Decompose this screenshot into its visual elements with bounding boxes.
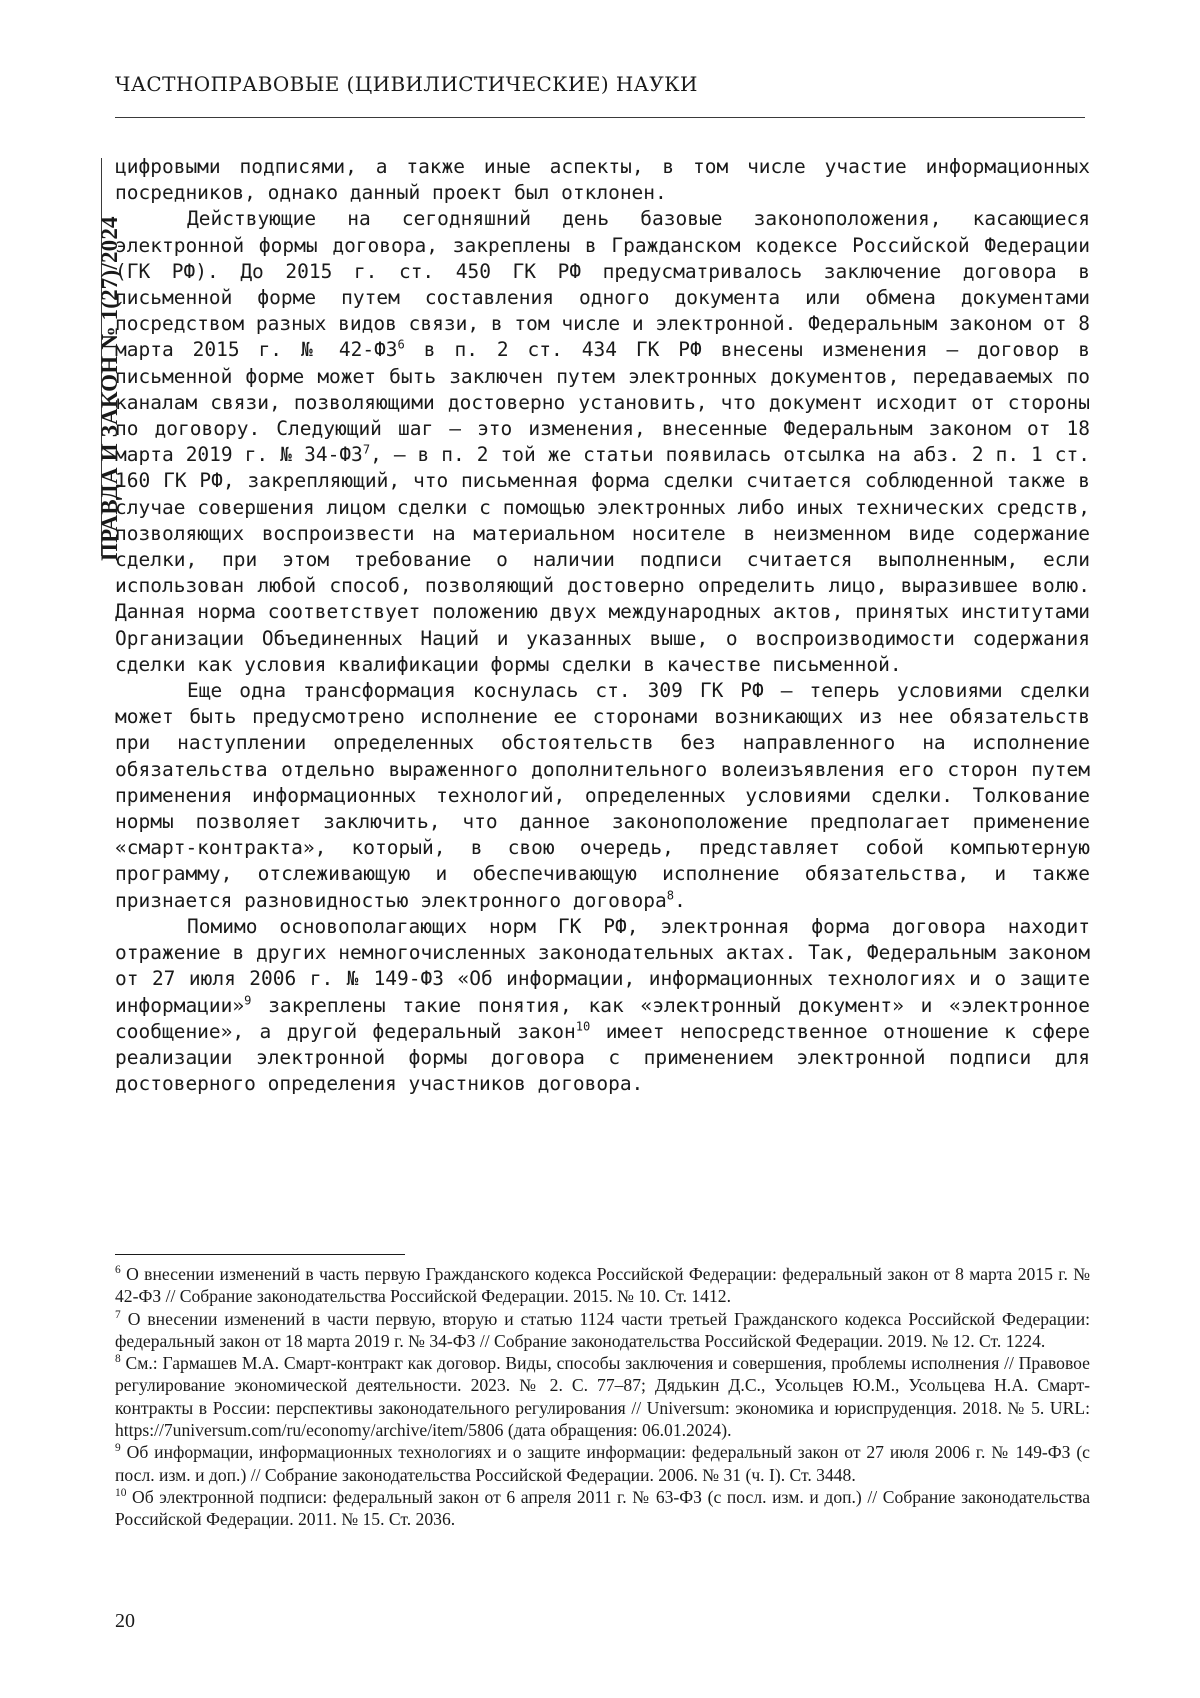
journal-issue-label: ПРАВДА И ЗАКОН № 1(27)/2024 bbox=[97, 216, 123, 561]
paragraph-text: Еще одна трансформация коснулась ст. 309 ГК РФ – теперь условиями сделки может быть предусмотрено исполнение ее сторонами возникающих из нее обязательств при наступлении определенных обстоятельств без направленного на исполнение обязательства отдельно выраженного дополнительного волеизъявления его сторон путем применения информационных технологий, определенных условиями сделки. Толкование нормы позволяет заключить, что данное законоположение предполагает применение «смарт-контракта», который, в свою очередь, представляет собой компьютерную программу, отслеживающую и обеспечивающую исполнение обязательства, и также признается разновидностью электронного договора bbox=[115, 679, 1090, 912]
footnote-number: 6 bbox=[115, 1264, 121, 1276]
paragraph bbox=[115, 678, 1090, 914]
footnote-ref-7[interactable]: 7 bbox=[363, 443, 370, 457]
footnote-number: 10 bbox=[115, 1487, 126, 1499]
paragraph-text: . bbox=[674, 889, 686, 912]
page-number: 20 bbox=[115, 1610, 135, 1633]
paragraph: цифровыми подписями, а также иные аспекты, в том числе участие информационных посредников, однако данный проект был отклонен. bbox=[115, 154, 1090, 206]
footnote-ref-9[interactable]: 9 bbox=[244, 993, 251, 1007]
footnote-number: 7 bbox=[115, 1309, 121, 1321]
footnote-item bbox=[115, 1352, 1090, 1441]
paragraph-text: закреплены такие понятия, как «электронный документ» и «электронное сообщение», а другой федеральный закон bbox=[115, 994, 1090, 1043]
footnotes bbox=[115, 1263, 1090, 1531]
footnote-text: О внесении изменений в часть первую Гражданского кодекса Российской Федерации: федеральный закон от 8 марта 2015 г. № 42-ФЗ // Собрание законодательства Российской Федерации. 2015. № 10. Ст. 1412. bbox=[115, 1264, 1090, 1306]
footnote-ref-10[interactable]: 10 bbox=[576, 1019, 591, 1033]
paragraph-text: , – в п. 2 той же статьи появилась отсылка на абз. 2 п. 1 ст. 160 ГК РФ, закрепляющий, что письменная форма сделки считается соблюденной также в случае совершения лицом сделки с помощью электронных либо иных технических средств, позволяющих воспроизвести на материальном носителе в неизменном виде содержание сделки, при этом требование о наличии подписи считается выполненным, если использован любой способ, позволяющий достоверно определить лицо, выразившее волю. Данная норма соответствует положению двух международных актов, принятых институтами Организации Объединенных Наций и указанных выше, о воспроизводимости содержания сделки как условия квалификации формы сделки в качестве письменной. bbox=[115, 443, 1090, 676]
paragraph bbox=[115, 914, 1090, 1097]
running-header: ЧАСТНОПРАВОВЫЕ (ЦИВИЛИСТИЧЕСКИЕ) НАУКИ bbox=[115, 72, 1085, 96]
footnote-text: О внесении изменений в части первую, вторую и статью 1124 части третьей Гражданского кодекса Российской Федерации: федеральный закон от 18 марта 2019 г. № 34-ФЗ // Собрание законодательства Российской Федерации. 2019. № 12. Ст. 1224. bbox=[115, 1309, 1090, 1351]
paragraph-text: в п. 2 ст. 434 ГК РФ внесены изменения – договор в письменной форме может быть заключен путем электронных документов, передаваемых по каналам связи, позволяющими достоверно установить, что документ исходит от стороны по договору. Следующий шаг – это изменения, внесенные Федеральным законом от 18 марта 2019 г. № 34-ФЗ bbox=[115, 338, 1090, 466]
footnote-number: 8 bbox=[115, 1353, 121, 1365]
footnote-text: Об электронной подписи: федеральный закон от 6 апреля 2011 г. № 63-ФЗ (с посл. изм. и доп.) // Собрание законодательства Российской Федерации. 2011. № 15. Ст. 2036. bbox=[115, 1487, 1090, 1529]
footnote-item bbox=[115, 1441, 1090, 1486]
footnote-text: См.: Гармашев М.А. Смарт-контракт как договор. Виды, способы заключения и совершения, проблемы исполнения // Правовое регулирование экономической деятельности. 2023. № 2. С. 77–87; Дядькин Д.С., Усольцев Ю.М., Усольцева Н.А. Смарт-контракты в России: перспективы законодательного регулирования // Universum: экономика и юриспруденция. 2018. № 5. URL: https://7universum.com/ru/economy/archive/item/5806 (дата обращения: 06.01.2024). bbox=[115, 1353, 1090, 1440]
paragraph-text: имеет непосредственное отношение к сфере реализации электронной формы договора с применением электронной подписи для достоверного определения участников договора. bbox=[115, 1020, 1090, 1095]
footnote-item bbox=[115, 1486, 1090, 1531]
footnote-ref-8[interactable]: 8 bbox=[667, 888, 674, 902]
footnote-divider bbox=[115, 1254, 405, 1255]
paragraph-text: Действующие на сегодняшний день базовые законоположения, касающиеся электронной формы договора, закреплены в Гражданском кодексе Российской Федерации (ГК РФ). До 2015 г. ст. 450 ГК РФ предусматривалось заключение договора в письменной форме путем составления одного документа или обмена документами посредством разных видов связи, в том числе и электронной. Федеральным законом от 8 марта 2015 г. № 42-ФЗ bbox=[115, 207, 1090, 361]
article-body bbox=[115, 154, 1090, 1097]
footnote-text: Об информации, информационных технологиях и о защите информации: федеральный закон от 27 июля 2006 г. № 149-ФЗ (с посл. изм. и доп.) // Собрание законодательства Российской Федерации. 2006. № 31 (ч. I). Ст. 3448. bbox=[115, 1442, 1090, 1484]
paragraph-text: Помимо основополагающих норм ГК РФ, электронная форма договора находит отражение в других немногочисленных законодательных актах. Так, Федеральным законом от 27 июля 2006 г. № 149-ФЗ «Об информации, информационных технологиях и о защите информации» bbox=[115, 915, 1090, 1017]
footnote-number: 9 bbox=[115, 1443, 121, 1455]
footnote-item bbox=[115, 1263, 1090, 1308]
header-divider bbox=[115, 117, 1085, 118]
footnote-item bbox=[115, 1308, 1090, 1353]
paragraph bbox=[115, 206, 1090, 678]
footnote-ref-6[interactable]: 6 bbox=[398, 338, 405, 352]
